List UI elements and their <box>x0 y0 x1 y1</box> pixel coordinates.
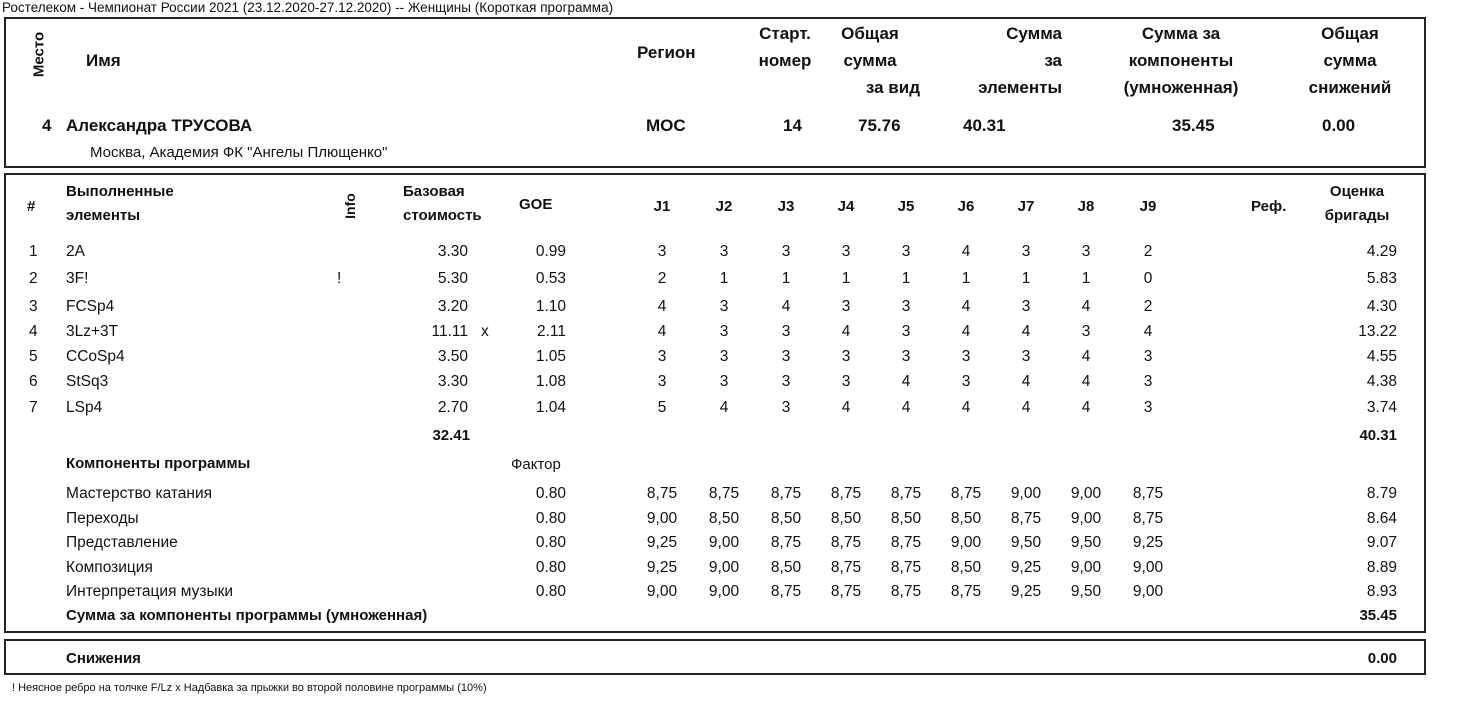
element-row-bonus-mark: x <box>481 323 489 340</box>
element-row-name: 3Lz+3T <box>66 323 119 340</box>
element-row-num: 7 <box>29 399 38 416</box>
element-row-num: 2 <box>29 270 38 287</box>
element-row-judge-6: 1 <box>961 270 971 287</box>
col-goe-header: GOE <box>519 196 553 213</box>
element-row-goe: 1.04 <box>535 399 566 416</box>
col-place-header: Место <box>30 31 48 78</box>
element-row-goe: 1.05 <box>535 348 566 365</box>
col-elements-header-2 <box>66 180 174 228</box>
component-row-judge-7: 9,25 <box>1010 583 1042 600</box>
element-row-judge-4: 3 <box>841 298 851 315</box>
element-row-judge-9: 3 <box>1143 399 1153 416</box>
element-row-judge-9: 0 <box>1143 270 1153 287</box>
component-row-name: Композиция <box>66 559 153 576</box>
element-row-name: StSq3 <box>66 373 109 390</box>
component-row-judge-3: 8,50 <box>770 510 802 527</box>
element-row-judge-1: 5 <box>657 399 667 416</box>
skater-deductions: 0.00 <box>1322 116 1356 135</box>
element-row-base: 3.30 <box>437 373 468 390</box>
element-row-base: 2.70 <box>437 399 468 416</box>
component-row-judge-8: 9,50 <box>1070 583 1102 600</box>
col-base-header <box>403 180 482 228</box>
element-row-judge-4: 3 <box>841 243 851 260</box>
element-row-judge-7: 4 <box>1021 373 1031 390</box>
component-row-factor: 0.80 <box>535 583 566 600</box>
element-row-info: ! <box>337 270 342 287</box>
component-row-score: 9.07 <box>1366 534 1397 551</box>
element-row-judge-4: 4 <box>841 399 851 416</box>
col-deductions-line3: снижений <box>1308 78 1392 97</box>
element-row-judge-8: 4 <box>1081 373 1091 390</box>
col-name-header: Имя <box>86 51 121 70</box>
component-row-judge-4: 8,50 <box>830 510 862 527</box>
element-row-score: 3.74 <box>1366 399 1397 416</box>
element-row-score: 4.55 <box>1366 348 1397 365</box>
element-row-judge-7: 3 <box>1021 243 1031 260</box>
element-row-base: 3.50 <box>437 348 468 365</box>
element-row-judge-9: 2 <box>1143 298 1153 315</box>
col-deductions-line2: сумма <box>1323 51 1377 70</box>
skater-region: MOC <box>646 116 686 135</box>
element-row-judge-8: 4 <box>1081 399 1091 416</box>
element-row-judge-5: 1 <box>901 270 911 287</box>
component-row-judge-9: 9,00 <box>1132 583 1164 600</box>
component-row-judge-2: 8,75 <box>708 485 740 502</box>
element-row-score: 4.38 <box>1366 373 1397 390</box>
component-row-judge-9: 9,00 <box>1132 559 1164 576</box>
component-row-judge-8: 9,50 <box>1070 534 1102 551</box>
component-row-judge-5: 8,75 <box>890 559 922 576</box>
element-row-judge-5: 3 <box>901 298 911 315</box>
col-score-line2: бригады <box>1324 207 1390 224</box>
component-row-judge-3: 8,75 <box>770 583 802 600</box>
element-row-judge-6: 3 <box>961 373 971 390</box>
col-deductions-header <box>1292 20 1408 101</box>
element-row-judge-7: 3 <box>1021 298 1031 315</box>
component-row-score: 8.89 <box>1366 559 1397 576</box>
component-row-judge-3: 8,75 <box>770 485 802 502</box>
col-start-line2: номер <box>758 51 812 70</box>
component-row-name: Интерпретация музыки <box>66 583 234 600</box>
element-row-goe: 0.99 <box>535 243 566 260</box>
col-elements-2-line1: Выполненные <box>66 183 174 200</box>
col-start-header <box>740 20 830 74</box>
element-row-judge-7: 1 <box>1021 270 1031 287</box>
component-row-score: 8.64 <box>1366 510 1397 527</box>
element-row-score: 13.22 <box>1358 323 1397 340</box>
element-row-judge-2: 3 <box>719 348 729 365</box>
element-row-judge-5: 3 <box>901 348 911 365</box>
element-row-judge-5: 4 <box>901 399 911 416</box>
element-row-num: 3 <box>29 298 38 315</box>
judge-header-4: J4 <box>837 198 855 215</box>
element-row-judge-3: 4 <box>781 298 791 315</box>
component-row-judge-1: 9,25 <box>646 534 678 551</box>
element-row-judge-4: 1 <box>841 270 851 287</box>
element-row-base: 5.30 <box>437 270 468 287</box>
component-row-judge-1: 9,00 <box>646 583 678 600</box>
element-row-judge-8: 1 <box>1081 270 1091 287</box>
component-row-judge-8: 9,00 <box>1070 510 1102 527</box>
element-row-judge-2: 3 <box>719 298 729 315</box>
element-row-base: 3.30 <box>437 243 468 260</box>
element-row-judge-9: 3 <box>1143 348 1153 365</box>
component-row-score: 8.79 <box>1366 485 1397 502</box>
element-row-score: 5.83 <box>1366 270 1397 287</box>
col-base-line1: Базовая <box>403 183 465 200</box>
element-row-judge-8: 4 <box>1081 348 1091 365</box>
component-row-judge-5: 8,75 <box>890 583 922 600</box>
component-row-judge-4: 8,75 <box>830 534 862 551</box>
element-row-score: 4.29 <box>1366 243 1397 260</box>
skater-total: 75.76 <box>858 116 901 135</box>
element-row-goe: 0.53 <box>535 270 566 287</box>
element-row-name: CCoSp4 <box>66 348 125 365</box>
col-num-header: # <box>27 198 36 215</box>
element-row-judge-4: 3 <box>841 373 851 390</box>
skater-components: 35.45 <box>1172 116 1215 135</box>
component-row-judge-4: 8,75 <box>830 485 862 502</box>
component-row-score: 8.93 <box>1366 583 1397 600</box>
element-row-num: 4 <box>29 323 38 340</box>
element-row-judge-8: 4 <box>1081 298 1091 315</box>
component-row-judge-6: 8,75 <box>950 485 982 502</box>
component-row-judge-2: 8,50 <box>708 510 740 527</box>
col-score-line1: Оценка <box>1329 183 1385 200</box>
score-total: 40.31 <box>1359 427 1397 444</box>
element-row-name: 3F! <box>66 270 89 287</box>
component-row-judge-6: 8,50 <box>950 510 982 527</box>
element-row-base: 3.20 <box>437 298 468 315</box>
components-sum: 35.45 <box>1359 607 1397 624</box>
component-row-judge-7: 9,00 <box>1010 485 1042 502</box>
element-row-judge-3: 3 <box>781 348 791 365</box>
element-row-num: 6 <box>29 373 38 390</box>
component-row-judge-2: 9,00 <box>708 559 740 576</box>
element-row-judge-4: 3 <box>841 348 851 365</box>
skater-name: Александра ТРУСОВА <box>66 116 253 135</box>
skater-elements: 40.31 <box>963 116 1006 135</box>
element-row-judge-2: 1 <box>719 270 729 287</box>
judge-header-1: J1 <box>653 198 671 215</box>
component-row-judge-7: 9,50 <box>1010 534 1042 551</box>
element-row-judge-7: 4 <box>1021 323 1031 340</box>
col-deductions-line1: Общая <box>1321 24 1379 43</box>
element-row-judge-6: 4 <box>961 399 971 416</box>
component-row-judge-6: 8,75 <box>950 583 982 600</box>
component-row-judge-1: 9,25 <box>646 559 678 576</box>
element-row-judge-5: 3 <box>901 243 911 260</box>
judge-header-2: J2 <box>715 198 733 215</box>
element-row-judge-9: 4 <box>1143 323 1153 340</box>
component-row-judge-7: 9,25 <box>1010 559 1042 576</box>
element-row-judge-3: 3 <box>781 243 791 260</box>
judge-header-3: J3 <box>777 198 795 215</box>
component-row-factor: 0.80 <box>535 510 566 527</box>
component-row-factor: 0.80 <box>535 534 566 551</box>
skater-start-no: 14 <box>783 116 802 135</box>
judge-header-6: J6 <box>957 198 975 215</box>
col-components-line2: компоненты <box>1128 51 1234 70</box>
col-total-line1: Общая <box>841 24 899 43</box>
element-row-judge-1: 3 <box>657 348 667 365</box>
col-elements-2-line2: элементы <box>66 207 141 224</box>
col-components-line3: (умноженная) <box>1123 78 1239 97</box>
element-row-name: LSp4 <box>66 399 103 416</box>
judge-header-9: J9 <box>1139 198 1157 215</box>
col-elements-line1: Сумма <box>1006 24 1062 43</box>
component-row-judge-1: 9,00 <box>646 510 678 527</box>
component-row-judge-2: 9,00 <box>708 583 740 600</box>
component-row-judge-1: 8,75 <box>646 485 678 502</box>
component-row-judge-9: 9,25 <box>1132 534 1164 551</box>
component-row-judge-9: 8,75 <box>1132 510 1164 527</box>
element-row-judge-4: 4 <box>841 323 851 340</box>
col-base-line2: стоимость <box>403 207 482 224</box>
deductions-box <box>4 639 1426 675</box>
element-row-judge-5: 4 <box>901 373 911 390</box>
element-row-judge-1: 3 <box>657 243 667 260</box>
element-row-judge-3: 3 <box>781 399 791 416</box>
component-row-judge-8: 9,00 <box>1070 559 1102 576</box>
col-components-header <box>1106 20 1256 101</box>
judge-header-7: J7 <box>1017 198 1035 215</box>
element-row-name: 2A <box>66 243 85 260</box>
component-row-judge-4: 8,75 <box>830 583 862 600</box>
element-row-judge-7: 4 <box>1021 399 1031 416</box>
component-row-judge-5: 8,50 <box>890 510 922 527</box>
col-region-header: Регион <box>637 43 696 62</box>
component-row-judge-9: 8,75 <box>1132 485 1164 502</box>
component-row-judge-3: 8,50 <box>770 559 802 576</box>
element-row-judge-2: 3 <box>719 243 729 260</box>
footnote: ! Неясное ребро на толчке F/Lz x Надбавка за прыжки во второй половине программы (10%) <box>12 682 487 694</box>
element-row-judge-9: 3 <box>1143 373 1153 390</box>
col-elements-line2: за <box>1044 51 1062 70</box>
page-header: Ростелеком - Чемпионат России 2021 (23.12.2020-27.12.2020) -- Женщины (Короткая программа) <box>2 0 614 15</box>
element-row-name: FCSp4 <box>66 298 115 315</box>
component-row-judge-7: 8,75 <box>1010 510 1042 527</box>
col-start-line1: Старт. <box>759 24 811 43</box>
component-row-factor: 0.80 <box>535 559 566 576</box>
element-row-base: 11.11 <box>431 323 468 340</box>
deductions-label: Снижения <box>66 650 141 667</box>
component-row-judge-4: 8,75 <box>830 559 862 576</box>
element-row-judge-8: 3 <box>1081 323 1091 340</box>
col-ref-header: Реф. <box>1251 198 1287 215</box>
element-row-judge-5: 3 <box>901 323 911 340</box>
element-row-judge-2: 3 <box>719 323 729 340</box>
element-row-judge-1: 4 <box>657 323 667 340</box>
component-row-name: Переходы <box>66 510 139 527</box>
element-row-judge-6: 4 <box>961 323 971 340</box>
element-row-goe: 2.11 <box>536 323 566 340</box>
col-components-line1: Сумма за <box>1141 24 1221 43</box>
component-row-judge-5: 8,75 <box>890 534 922 551</box>
col-elements-line3: элементы <box>978 78 1062 97</box>
element-row-judge-3: 3 <box>781 323 791 340</box>
element-row-judge-6: 4 <box>961 298 971 315</box>
judge-header-8: J8 <box>1077 198 1095 215</box>
components-title: Компоненты программы <box>66 455 251 472</box>
component-row-factor: 0.80 <box>535 485 566 502</box>
col-elements-header <box>950 20 1062 101</box>
element-row-judge-6: 4 <box>961 243 971 260</box>
skater-club: Москва, Академия ФК "Ангелы Плющенко" <box>90 144 388 161</box>
component-row-judge-2: 9,00 <box>708 534 740 551</box>
component-row-judge-5: 8,75 <box>890 485 922 502</box>
col-total-line3: за вид <box>865 78 920 97</box>
skater-place: 4 <box>42 116 52 135</box>
col-total-line2: сумма <box>843 51 897 70</box>
element-row-num: 1 <box>29 243 38 260</box>
element-row-num: 5 <box>29 348 38 365</box>
deductions-value: 0.00 <box>1367 650 1397 667</box>
element-row-judge-3: 1 <box>781 270 791 287</box>
component-row-name: Мастерство катания <box>66 485 213 502</box>
judge-header-5: J5 <box>897 198 915 215</box>
component-row-name: Представление <box>66 534 178 551</box>
component-row-judge-3: 8,75 <box>770 534 802 551</box>
component-row-judge-6: 9,00 <box>950 534 982 551</box>
element-row-goe: 1.10 <box>535 298 566 315</box>
element-row-judge-3: 3 <box>781 373 791 390</box>
element-row-judge-1: 2 <box>657 270 667 287</box>
element-row-judge-2: 4 <box>719 399 729 416</box>
element-row-judge-2: 3 <box>719 373 729 390</box>
element-row-judge-1: 3 <box>657 373 667 390</box>
factor-label: Фактор <box>511 456 561 473</box>
col-score-header <box>1316 180 1398 228</box>
component-row-judge-8: 9,00 <box>1070 485 1102 502</box>
element-row-judge-7: 3 <box>1021 348 1031 365</box>
col-info-header: Info <box>342 193 358 219</box>
element-row-judge-8: 3 <box>1081 243 1091 260</box>
element-row-score: 4.30 <box>1366 298 1397 315</box>
element-row-judge-9: 2 <box>1143 243 1153 260</box>
base-total: 32.41 <box>432 427 470 444</box>
element-row-goe: 1.08 <box>535 373 566 390</box>
element-row-judge-6: 3 <box>961 348 971 365</box>
element-row-judge-1: 4 <box>657 298 667 315</box>
col-total-header <box>820 20 920 101</box>
component-row-judge-6: 8,50 <box>950 559 982 576</box>
components-sum-label: Сумма за компоненты программы (умноженная) <box>66 607 428 624</box>
